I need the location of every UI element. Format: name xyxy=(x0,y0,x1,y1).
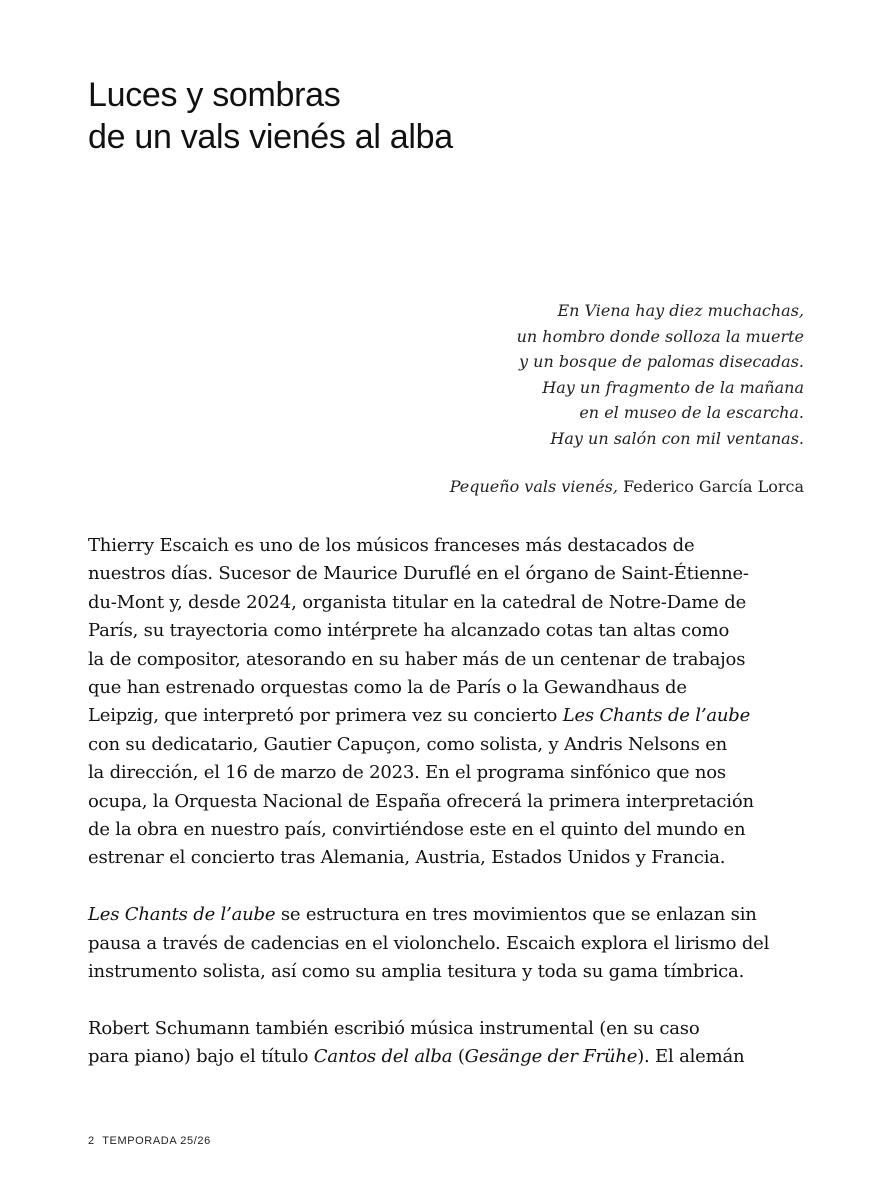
page-number: 2 xyxy=(88,1135,95,1147)
epigraph-author: Federico García Lorca xyxy=(617,476,804,496)
text-line: con su dedicatario, Gautier Capuçon, como solista, y Andris Nelsons en xyxy=(88,733,728,755)
text-line: de la obra en nuestro país, convirtiéndose este en el quinto del mundo en xyxy=(88,819,746,841)
text-line: París, su trayectoria como intérprete ha alcanzado cotas tan altas como xyxy=(88,620,730,642)
epigraph xyxy=(284,298,804,499)
text-run: se estructura en tres movimientos que se enlazan sin xyxy=(275,904,757,926)
page-footer xyxy=(88,1135,215,1147)
work-title-italic: Gesänge der Frühe xyxy=(464,1046,638,1068)
text-run: para piano) bajo el título xyxy=(88,1046,314,1068)
text-line xyxy=(88,1043,806,1071)
text-run: ( xyxy=(452,1046,465,1068)
page-title xyxy=(88,74,808,158)
title-line-1: Luces y sombras xyxy=(88,76,341,114)
text-line: Thierry Escaich es uno de los músicos franceses más destacados de xyxy=(88,535,695,556)
text-line: Robert Schumann también escribió música instrumental (en su caso xyxy=(88,1017,700,1039)
work-title-italic: Les Chants de l’aube xyxy=(562,705,751,727)
epigraph-line: Hay un fragmento de la mañana xyxy=(542,377,804,397)
epigraph-line: En Viena hay diez muchachas, xyxy=(557,301,804,320)
text-line: estrenar el concierto tras Alemania, Austria, Estados Unidos y Francia. xyxy=(88,847,726,869)
text-line xyxy=(88,702,806,730)
text-line: la dirección, el 16 de marzo de 2023. En el programa sinfónico que nos xyxy=(88,762,726,784)
epigraph-line: y un bosque de palomas disecadas. xyxy=(519,352,804,372)
text-line: ocupa, la Orquesta Nacional de España ofrecerá la primera interpretación xyxy=(88,790,754,812)
epigraph-attribution xyxy=(284,474,804,500)
text-line: que han estrenado orquestas como la de París o la Gewandhaus de xyxy=(88,677,687,699)
text-line: la de compositor, atesorando en su haber más de un centenar de trabajos xyxy=(88,648,746,670)
article-body xyxy=(88,532,806,1100)
paragraph-3 xyxy=(88,1015,806,1072)
work-title-italic: Les Chants de l’aube xyxy=(88,904,276,926)
text-line: pausa a través de cadencias en el violonchelo. Escaich explora el lirismo del xyxy=(88,932,770,954)
work-title-italic: Cantos del alba xyxy=(313,1046,453,1068)
text-line: instrumento solista, así como su amplia tesitura y toda su gama tímbrica. xyxy=(88,961,745,983)
epigraph-line: Hay un salón con mil ventanas. xyxy=(550,428,804,448)
text-run: Leipzig, que interpretó por primera vez su concierto xyxy=(88,705,563,727)
text-run: ). El alemán xyxy=(637,1046,745,1068)
epigraph-work-title: Pequeño vals vienés, xyxy=(449,476,618,496)
text-line: nuestros días. Sucesor de Maurice Duruflé en el órgano de Saint-Étienne- xyxy=(88,563,749,585)
epigraph-line: en el museo de la escarcha. xyxy=(579,403,804,423)
text-line: du-Mont y, desde 2024, organista titular en la catedral de Notre-Dame de xyxy=(88,591,747,613)
paragraph-2 xyxy=(88,901,806,986)
text-line xyxy=(88,901,806,929)
epigraph-line: un hombro donde solloza la muerte xyxy=(516,326,804,346)
paragraph-1 xyxy=(88,532,806,873)
title-line-2: de un vals vienés al alba xyxy=(88,118,453,156)
section-label: TEMPORADA 25/26 xyxy=(102,1135,211,1147)
